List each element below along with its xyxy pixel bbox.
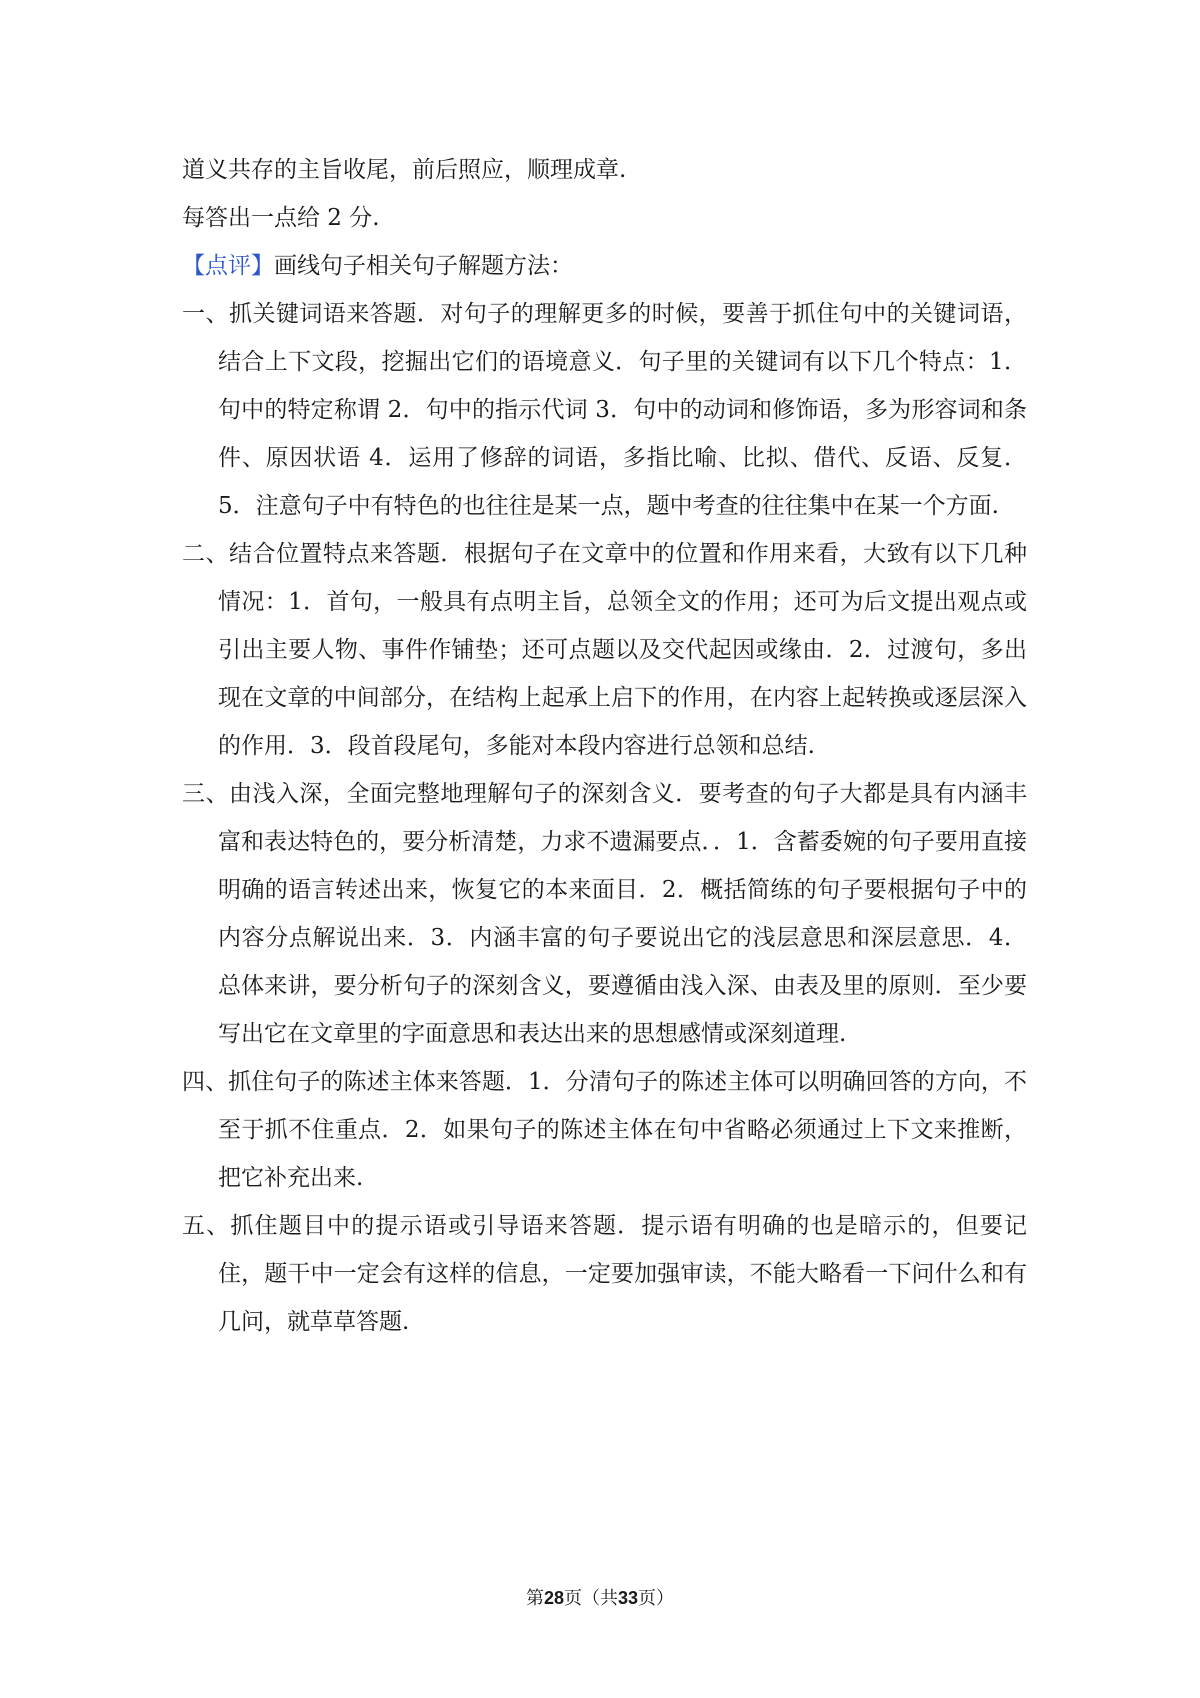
method-item-3: 三、由浅入深，全面完整地理解句子的深刻含义．要考查的句子大都是具有内涵丰富和表达特色的，要分析清楚，力求不遗漏要点．．1．含蓄委婉的句子要用直接明确的语言转述出来，恢复它的本来面目．2．概括简练的句子要根据句子中的内容分点解说出来．3．内涵丰富的句子要说出它的浅层意思和深层意思．4．总体来讲，要分析句子的深刻含义，要遵循由浅入深、由表及里的原则．至少要写出它在文章里的字面意思和表达出来的思想感情或深刻道理. <box>182 781 1027 1047</box>
paragraph-scoring: 每答出一点给 2 分. <box>182 205 380 231</box>
comment-heading <box>182 242 1027 290</box>
footer-page-number: 28 <box>543 1588 564 1608</box>
footer-middle: 页（共 <box>564 1588 618 1609</box>
method-item-5: 五、抓住题目中的提示语或引导语来答题．提示语有明确的也是暗示的，但要记住，题干中一定会有这样的信息，一定要加强审读，不能大略看一下问什么和有几问，就草草答题. <box>182 1213 1027 1335</box>
method-item-1: 一、抓关键词语来答题．对句子的理解更多的时候，要善于抓住句中的关键词语，结合上下文段，挖掘出它们的语境意义．句子里的关键词有以下几个特点：1．句中的特定称谓 2．句中的指示代词 3．句中的动词和修饰语，多为形容词和条件、原因状语 4．运用了修辞的词语，多指比喻、比拟、借代、反语、反复．5．注意句子中有特色的也往往是某一点，题中考查的往往集中在某一个方面. <box>182 301 1027 519</box>
footer-total-pages: 33 <box>618 1588 639 1608</box>
paragraph-continuation: 道义共存的主旨收尾，前后照应，顺理成章. <box>182 157 627 183</box>
footer-prefix: 第 <box>525 1588 544 1609</box>
method-item-2: 二、结合位置特点来答题．根据句子在文章中的位置和作用来看，大致有以下几种情况：1．首句，一般具有点明主旨，总领全文的作用；还可为后文提出观点或引出主要人物、事件作铺垫；还可点题以及交代起因或缘由．2．过渡句，多出现在文章的中间部分，在结构上起承上启下的作用，在内容上起转换或逐层深入的作用．3．段首段尾句，多能对本段内容进行总领和总结. <box>182 541 1027 759</box>
page-footer <box>0 1586 1200 1611</box>
comment-text: 画线句子相关句子解题方法： <box>274 253 573 279</box>
comment-tag: 【点评】 <box>182 253 274 279</box>
page-content <box>182 146 1027 1346</box>
footer-suffix: 页） <box>638 1588 675 1609</box>
method-item-4: 四、抓住句子的陈述主体来答题．1．分清句子的陈述主体可以明确回答的方向，不至于抓不住重点．2．如果句子的陈述主体在句中省略必须通过上下文来推断，把它补充出来. <box>182 1069 1027 1191</box>
